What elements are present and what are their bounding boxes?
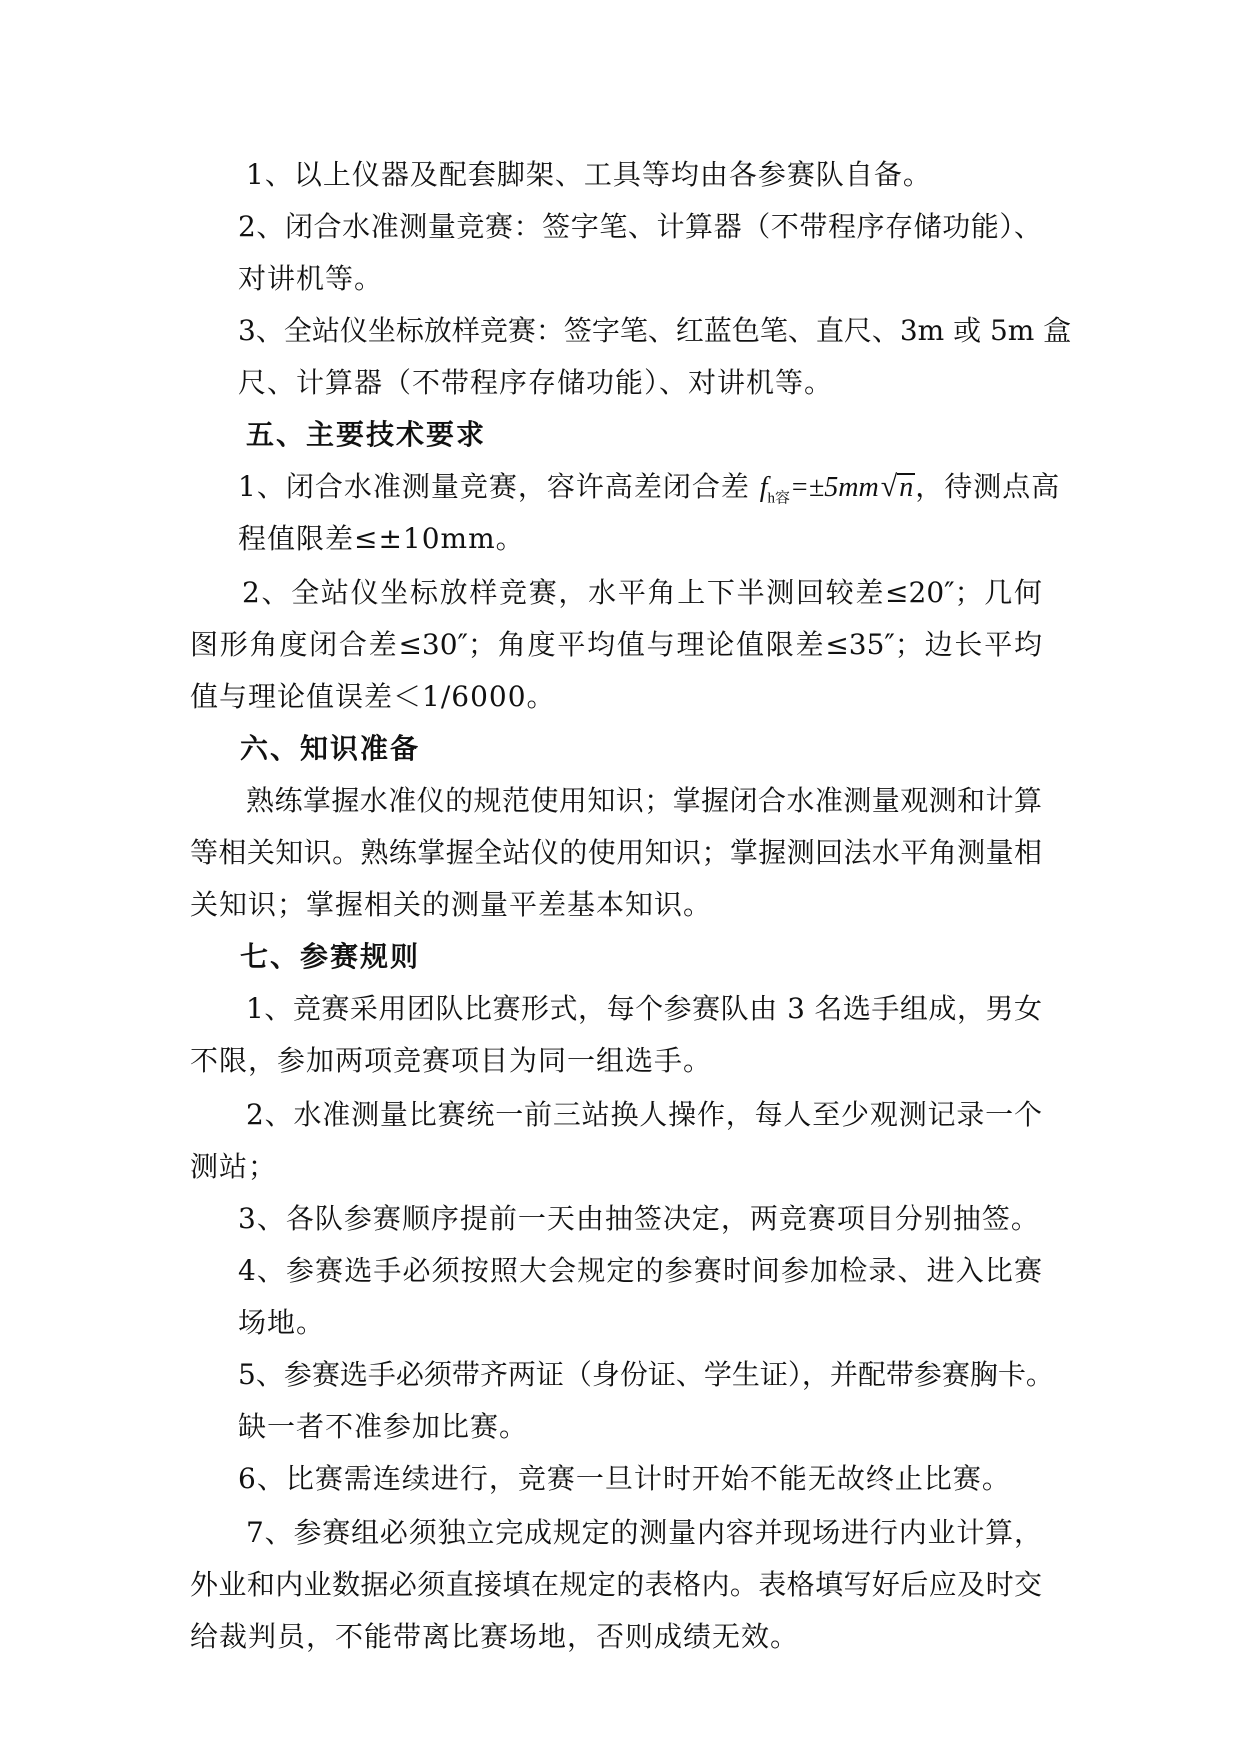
tech-req-2-line3: 值与理论值误差＜1/6000。 [190,680,556,713]
rule-1-line1: 1、竞赛采用团队比赛形式，每个参赛队由 3 名选手组成，男女 [246,992,1042,1025]
section-heading-knowledge-preparation: 六、知识准备 [240,732,421,765]
rule-7-line1: 7、参赛组必须独立完成规定的测量内容并现场进行内业计算， [246,1516,1042,1549]
equipment-note-3-line1: 3、全站仪坐标放样竞赛：签字笔、红蓝色笔、直尺、3m 或 5m 盒 [238,314,1072,347]
rule-3: 3、各队参赛顺序提前一天由抽签决定，两竞赛项目分别抽签。 [238,1202,1040,1235]
rule-5-line2: 缺一者不准参加比赛。 [238,1410,529,1443]
rule-7-line3: 给裁判员，不能带离比赛场地，否则成绩无效。 [190,1620,800,1653]
rule-6: 6、比赛需连续进行，竞赛一旦计时开始不能无故终止比赛。 [238,1462,1011,1495]
tolerance-formula: $f_{h容}=\pm 5mm√n$ [759,470,914,507]
tech-req-1-tail: ，待测点高 [915,470,1061,503]
section-heading-technical-requirements: 五、主要技术要求 [246,418,487,451]
equipment-note-2-line2: 对讲机等。 [238,262,384,295]
rule-4-line2: 场地。 [238,1306,326,1339]
equipment-note-3-line2: 尺、计算器（不带程序存储功能）、对讲机等。 [238,366,834,399]
tech-req-2-line2: 图形角度闭合差≤30″；角度平均值与理论值限差≤35″；边长平均 [190,628,1042,661]
rule-2-line2: 测站； [190,1150,278,1183]
equipment-note-1: 1、以上仪器及配套脚架、工具等均由各参赛队自备。 [246,158,932,191]
section-heading-competition-rules: 七、参赛规则 [240,940,421,973]
rule-1-line2: 不限，参加两项竞赛项目为同一组选手。 [190,1044,713,1077]
tech-req-2-line1: 2、全站仪坐标放样竞赛，水平角上下半测回较差≤20″；几何 [242,576,1042,609]
rule-4-line1: 4、参赛选手必须按照大会规定的参赛时间参加检录、进入比赛 [238,1254,1042,1287]
tech-req-1-line1 [238,470,1060,516]
tech-req-1-line2: 程值限差≤±10mm。 [238,522,525,555]
square-root: √n [880,470,914,503]
rule-5-line1: 5、参赛选手必须带齐两证（身份证、学生证），并配带参赛胸卡。 [238,1358,1054,1391]
rule-2-line1: 2、水准测量比赛统一前三站换人操作，每人至少观测记录一个 [246,1098,1042,1131]
tech-req-1-text: 1、闭合水准测量竞赛，容许高差闭合差 [238,470,760,503]
equipment-note-2-line1: 2、闭合水准测量竞赛：签字笔、计算器（不带程序存储功能）、 [238,210,1042,243]
rule-7-line2: 外业和内业数据必须直接填在规定的表格内。表格填写好后应及时交 [190,1568,1042,1601]
knowledge-line1: 熟练掌握水准仪的规范使用知识；掌握闭合水准测量观测和计算 [246,784,1042,817]
knowledge-line2: 等相关知识。熟练掌握全站仪的使用知识；掌握测回法水平角测量相 [190,836,1042,869]
knowledge-line3: 关知识；掌握相关的测量平差基本知识。 [190,888,713,921]
